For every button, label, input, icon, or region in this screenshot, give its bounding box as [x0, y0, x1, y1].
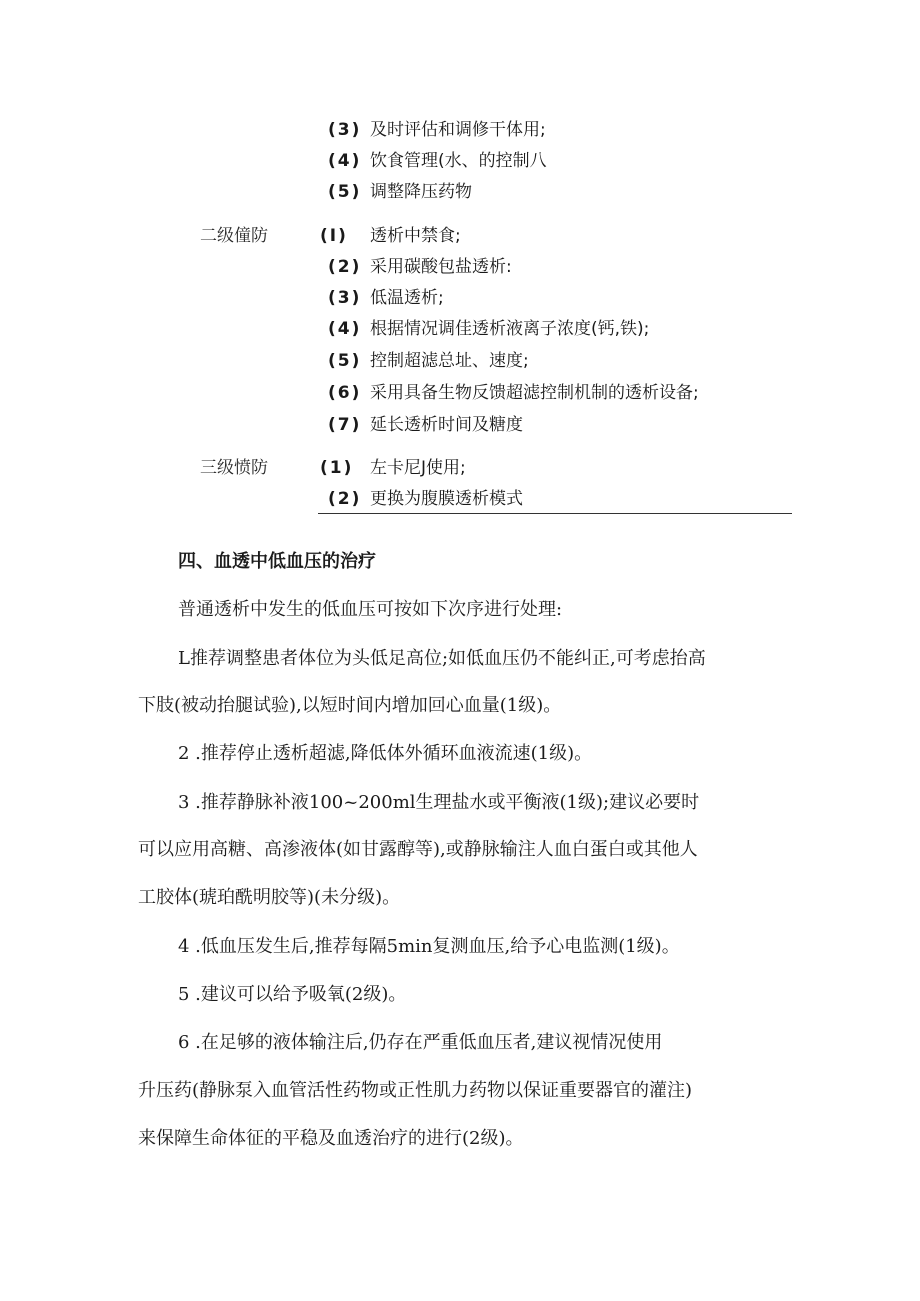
prevention-row	[0, 221, 920, 251]
item-number: (4)	[328, 319, 362, 339]
prevention-row	[0, 283, 920, 313]
prevention-row	[0, 146, 920, 176]
paragraph-line: 3 .推荐静脉补液100~200ml生理盐水或平衡液(1级);建议必要时	[178, 792, 700, 813]
paragraph-line: 普通透析中发生的低血压可按如下次序进行处理:	[178, 599, 563, 620]
item-text: 饮食管理(水、的控制八	[370, 151, 547, 171]
item-number: (3)	[328, 120, 362, 140]
paragraph-line: 5 .建议可以给予吸氧(2级)。	[178, 984, 407, 1005]
prevention-row	[0, 378, 920, 408]
paragraph-line: 2 .推荐停止透析超滤,降低体外循环血液流速(1级)。	[178, 743, 593, 764]
prevention-row	[0, 410, 920, 440]
paragraph-line: 来保障生命体征的平稳及血透治疗的进行(2级)。	[138, 1128, 524, 1149]
item-number: (2)	[328, 489, 362, 509]
prevention-row	[0, 252, 920, 282]
item-text: 根据情况调佳透析液离子浓度(钙,铁);	[370, 319, 650, 339]
prevention-row	[0, 115, 920, 145]
prevention-level-label: 二级僮防	[200, 226, 268, 246]
item-number: (I)	[320, 226, 348, 246]
prevention-row	[0, 314, 920, 344]
paragraph-line: L推荐调整患者体位为头低足高位;如低血压仍不能纠正,可考虑抬高	[178, 648, 706, 669]
prevention-level-label: 三级愤防	[200, 458, 268, 478]
paragraph-line: 升压药(静脉泵入血管活性药物或正性肌力药物以保证重要器官的灌注)	[138, 1080, 693, 1101]
item-text: 控制超滤总址、速度;	[370, 351, 529, 371]
item-text: 及时评估和调修干体用;	[370, 120, 546, 140]
item-number: (1)	[320, 458, 354, 478]
item-number: (5)	[328, 351, 362, 371]
item-number: (4)	[328, 151, 362, 171]
item-text: 透析中禁食;	[370, 226, 461, 246]
prevention-row	[0, 346, 920, 376]
prevention-row	[0, 484, 920, 514]
paragraph-line: 可以应用高糖、高渗液体(如甘露醇等),或静脉输注人血白蛋白或其他人	[138, 839, 698, 860]
item-number: (5)	[328, 182, 362, 202]
item-text: 调整降压药物	[370, 182, 472, 202]
item-text: 左卡尼J使用;	[370, 458, 466, 478]
table-bottom-rule	[318, 513, 792, 514]
paragraph-line: 下肢(被动抬腿试验),以短时间内增加回心血量(1级)。	[138, 695, 562, 716]
item-text: 延长透析时间及糖度	[370, 415, 523, 435]
item-number: (3)	[328, 288, 362, 308]
prevention-row	[0, 453, 920, 483]
item-number: (6)	[328, 383, 362, 403]
prevention-row	[0, 177, 920, 207]
item-text: 低温透析;	[370, 288, 444, 308]
item-text: 采用具备生物反馈超滤控制机制的透析设备;	[370, 383, 699, 403]
paragraph-line: 4 .低血压发生后,推荐每隔5min复测血压,给予心电监测(1级)。	[178, 936, 680, 957]
section-heading: 四、血透中低血压的治疗	[178, 551, 376, 572]
item-number: (2)	[328, 257, 362, 277]
item-number: (7)	[328, 415, 362, 435]
item-text: 更换为腹膜透析模式	[370, 489, 523, 509]
paragraph-line: 工胶体(琥珀酰明胶等)(未分级)。	[138, 887, 401, 908]
paragraph-line: 6 .在足够的液体输注后,仍存在严重低血压者,建议视情况使用	[178, 1032, 663, 1053]
item-text: 采用碳酸包盐透析:	[370, 257, 512, 277]
